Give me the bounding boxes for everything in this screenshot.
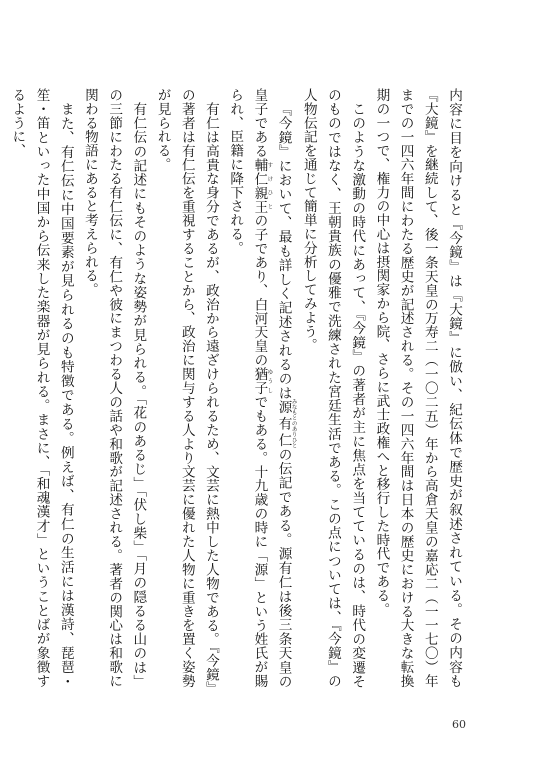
ruby-base: 源有仁 bbox=[275, 398, 292, 448]
ruby-reading: ゆうし bbox=[266, 367, 273, 395]
paragraph-3-part-d: でもある。十九歳の時に「源」という姓氏が賜られ、臣籍に降下される。 bbox=[227, 88, 268, 689]
paragraph-3-part-c: の子であり、白河天皇の bbox=[251, 213, 268, 368]
ruby-yuushi bbox=[251, 367, 273, 396]
paragraph-1: 内容に目を向けると『今鏡』は『大鏡』に倣い、紀伝体で歴史が叙述されている。その内容も『大鏡』を継続して、後一条天皇の万寿二（一〇二五）年から高倉天皇の嘉応二（一一七〇）年までの一四六年間にわたる歴史が記述される。その一四六年間は日本の歴史における大きな転換期の一つで、権力の中心は摂関家から院、さらに武士政権へと移行した時代である。 bbox=[373, 88, 462, 688]
paragraph-6: また、有仁伝に中国要素が見られるのも特徴である。例えば、有仁の生活には漢詩、琵琶・笙・笛といった中国から伝来した楽器が見られる。まさに、「和魂漢才」ということばが象徴するように、 bbox=[9, 88, 74, 688]
paragraph-3 bbox=[223, 88, 297, 688]
ruby-minamoto-no-arihito bbox=[275, 398, 297, 448]
paragraph-3-part-a: 『今鏡』において、最も詳しく記述されるのは bbox=[275, 101, 292, 400]
ruby-reading: みなもとのありひと bbox=[290, 398, 297, 448]
paragraph-5: 有仁伝の記述にもそのような姿勢が見られる。「花のあるじ」「伏し柴」「月の隠るる山のは」の三節にわたる有仁伝に、有仁や彼にまつわる人の話や和歌が記述される。著者の関心は和歌に関わる物語にあると考えられる。 bbox=[81, 88, 147, 688]
paragraph-2: このような激動の時代にあって、『今鏡』の著者が主に焦点を当てているのは、時代の変遷そのものではなく、王朝貴族の優雅で洗練された宮廷生活である。この点については、『今鏡』の人物伝記を通じて簡単に分析してみよう。 bbox=[300, 88, 366, 688]
ruby-sukehito bbox=[251, 157, 273, 214]
page-number: 60 bbox=[452, 718, 466, 731]
body-text bbox=[9, 88, 466, 689]
paragraph-4: 有仁は高貴な身分であるが、政治から遠ざけられるため、文芸に熱中した人物である。『今鏡』の著者は有仁伝を重視することから、政治に関与する人より文芸に優れた人物に重きを置く姿勢が見られる。 bbox=[154, 88, 219, 688]
paragraph-3-part-b: の伝記である。源有仁は後三条天皇の皇子である bbox=[251, 88, 292, 688]
ruby-base: 輔仁親王 bbox=[251, 157, 268, 214]
ruby-base: 猶子 bbox=[251, 367, 268, 396]
ruby-reading: すけひと bbox=[266, 157, 273, 214]
